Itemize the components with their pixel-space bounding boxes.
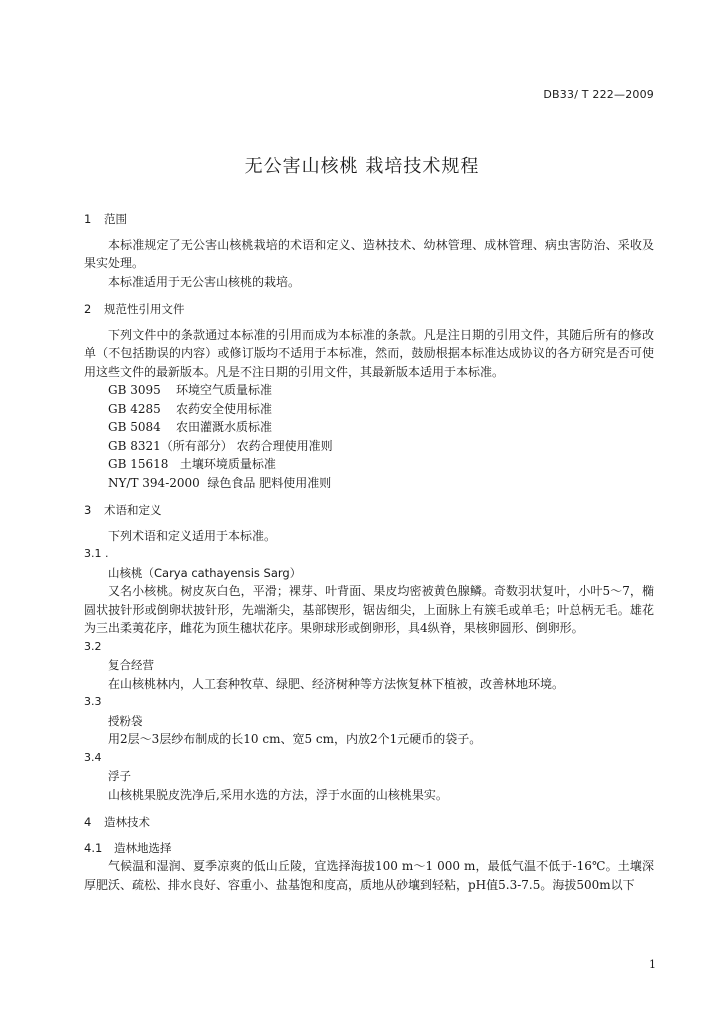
term-definition: 在山核桃林内，人工套种牧草、绿肥、经济树种等方法恢复林下植被，改善林地环境。: [108, 676, 565, 691]
section-heading-2: [84, 300, 654, 319]
term-name: 复合经营: [108, 658, 154, 672]
term-name: 授粉袋: [108, 713, 143, 728]
section-heading-3: [84, 501, 654, 520]
reference-item: GB 4285 农药安全使用标准: [108, 401, 273, 416]
section-number: 2: [84, 302, 92, 316]
section-number: 4: [84, 815, 92, 829]
term-definition: 山核桃果脱皮洗净后,采用水选的方法，浮于水面的山核桃果实。: [108, 787, 448, 802]
section-heading-4: [84, 813, 654, 832]
terms-intro: 下列术语和定义适用于本标准。: [108, 528, 277, 543]
reference-item: GB 3095 环境空气质量标准: [108, 383, 273, 397]
section-heading-1: [84, 210, 654, 229]
scope-paragraph-2: 本标准适用于无公害山核桃的栽培。: [108, 274, 301, 289]
section-number: 1: [84, 212, 92, 226]
reference-item: GB 5084 农田灌溉水质标准: [108, 420, 273, 434]
reference-item: GB 8321（所有部分） 农药合理使用准则: [108, 438, 333, 453]
term-number: 3.1 .: [84, 547, 109, 560]
document-title: 无公害山核桃 栽培技术规程: [244, 156, 480, 177]
section-title: 术语和定义: [104, 503, 162, 517]
reference-item: NY/T 394-2000 绿色食品 肥料使用准则: [108, 475, 332, 490]
section-number: 3: [84, 503, 92, 517]
section-title: 规范性引用文件: [104, 302, 185, 316]
document-body: [84, 210, 654, 894]
subsection-title: 造林地选择: [114, 840, 172, 855]
subsection-heading: [84, 839, 654, 858]
reference-item: GB 15618 土壤环境质量标准: [108, 457, 276, 471]
standard-code: DB33/ T 222—2009: [543, 88, 654, 101]
norm-refs-intro: 下列文件中的条款通过本标准的引用而成为本标准的条款。凡是注日期的引用文件，其随后所有的修改单（不包括勘误的内容）或修订版均不适用于本标准，然而，鼓励根据本标准达成协议的各方研究是否可使用这些文件的最新版本。凡是不注日期的引用文件，其最新版本适用于本标准。: [84, 327, 654, 379]
term-number: 3.2: [84, 639, 102, 653]
subsection-number: 4.1: [84, 840, 103, 855]
term-name: 山核桃（Carya cathayensis Sarg）: [108, 565, 302, 580]
section-title: 造林技术: [104, 815, 150, 829]
term-definition: 用2层～3层纱布制成的长10 cm、宽5 cm，内放2个1元硬币的袋子。: [108, 732, 482, 746]
term-definition: 又名小核桃。树皮灰白色，平滑；裸芽、叶背面、果皮均密被黄色腺鳞。奇数羽状复叶，小叶5～7，椭圆状披针形或倒卵状披针形，先端渐尖，基部锲形，锯齿细尖，上面脉上有簇毛或单毛；叶总柄无毛。雄花为三出柔荑花序，雌花为顶生穗状花序。果卵球形或倒卵形，具4纵脊，果核卵圆形、倒卵形。: [84, 584, 654, 635]
scope-paragraph-1: 本标准规定了无公害山核桃栽培的术语和定义、造林技术、幼林管理、成林管理、病虫害防治、采收及果实处理。: [84, 237, 654, 270]
term-number: 3.4: [84, 750, 102, 764]
term-number: 3.3: [84, 695, 102, 708]
page-number: 1: [649, 958, 656, 971]
afforest-paragraph: 气候温和湿润、夏季凉爽的低山丘陵，宜选择海拔100 m～1 000 m，最低气温不低于-16℃。土壤深厚肥沃、疏松、排水良好、容重小、盐基饱和度高，质地从砂壤到轻粘，pH值5.3-7.5。海拔500m以下: [84, 859, 654, 892]
section-title: 范围: [104, 212, 127, 226]
term-name: 浮子: [108, 769, 131, 783]
